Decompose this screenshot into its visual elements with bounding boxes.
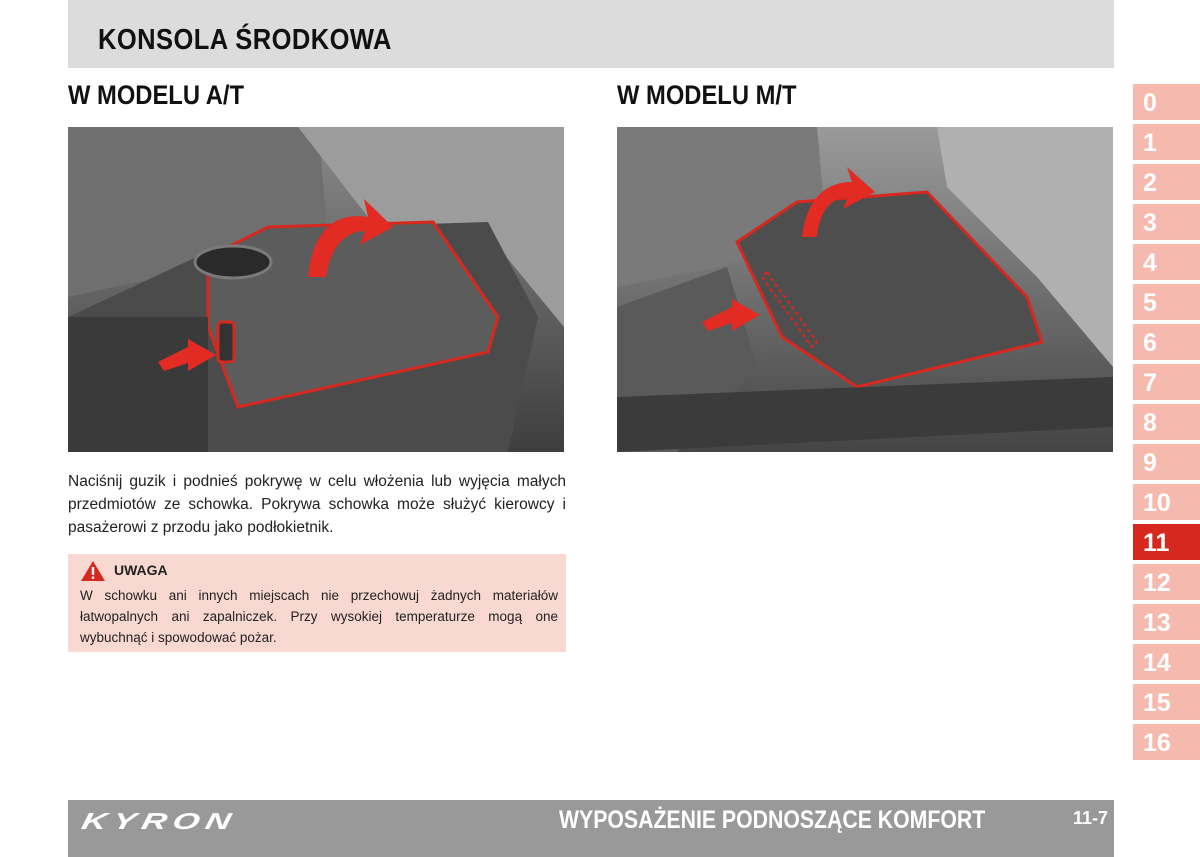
chapter-tab-14[interactable]: 14: [1133, 644, 1200, 680]
chapter-tab-4[interactable]: 4: [1133, 244, 1200, 280]
brand-logo: KYRON: [79, 808, 240, 834]
photo-console-at: [68, 127, 564, 452]
chapter-tab-0[interactable]: 0: [1133, 84, 1200, 120]
warning-text: W schowku ani innych miejscach nie przechowuj żadnych materiałów łatwopalnych ani zapalniczek. Przy wysokiej temperaturze mogą one wybuchnąć i spowodować pożar.: [80, 588, 558, 645]
chapter-tabs: [1133, 84, 1200, 764]
chapter-tab-9[interactable]: 9: [1133, 444, 1200, 480]
chapter-tab-13[interactable]: 13: [1133, 604, 1200, 640]
page-title: KONSOLA ŚRODKOWA: [98, 24, 392, 56]
section-title-at: W MODELU A/T: [68, 80, 244, 110]
footer-chapter-title: WYPOSAŻENIE PODNOSZĄCE KOMFORT: [559, 806, 986, 834]
photo-console-mt: [617, 127, 1113, 452]
chapter-tab-6[interactable]: 6: [1133, 324, 1200, 360]
chapter-tab-16[interactable]: 16: [1133, 724, 1200, 760]
chapter-tab-2[interactable]: 2: [1133, 164, 1200, 200]
chapter-tab-8[interactable]: 8: [1133, 404, 1200, 440]
warning-triangle-icon: [80, 560, 106, 582]
warning-box: [68, 554, 566, 652]
section-title-mt: W MODELU M/T: [617, 80, 797, 110]
chapter-tab-10[interactable]: 10: [1133, 484, 1200, 520]
chapter-tab-5[interactable]: 5: [1133, 284, 1200, 320]
chapter-tab-12[interactable]: 12: [1133, 564, 1200, 600]
instruction-text: Naciśnij guzik i podnieś pokrywę w celu włożenia lub wyjęcia małych przedmiotów ze schowka. Pokrywa schowka może służyć kierowcy i pasażerowi z przodu jako podłokietnik.: [68, 473, 566, 536]
chapter-tab-1[interactable]: 1: [1133, 124, 1200, 160]
chapter-tab-11[interactable]: 11: [1133, 524, 1200, 560]
chapter-tab-7[interactable]: 7: [1133, 364, 1200, 400]
chapter-tab-15[interactable]: 15: [1133, 684, 1200, 720]
warning-label: UWAGA: [114, 562, 168, 578]
page-number: 11-7: [1073, 808, 1109, 828]
chapter-tab-3[interactable]: 3: [1133, 204, 1200, 240]
